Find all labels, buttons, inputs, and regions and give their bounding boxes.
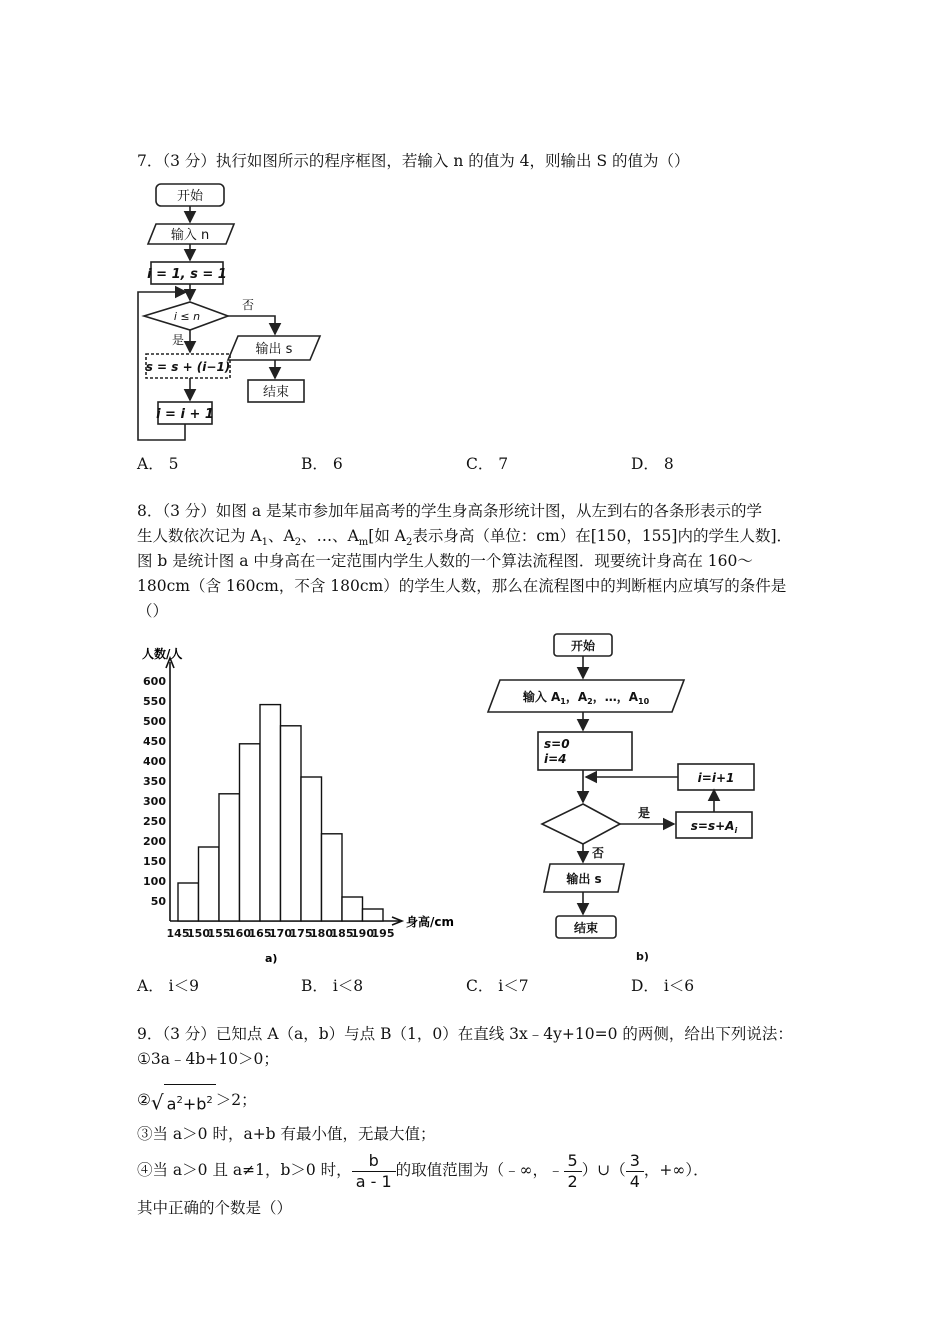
hist-xtick: 180 [310,927,333,940]
q7-option-b[interactable]: B． 6 [301,455,343,473]
hist-ytick: 150 [143,855,166,868]
q8-line3: 图 b 是统计图 a 中身高在一定范围内学生人数的一个算法流程图．现要统计身高在 160～ [137,552,753,570]
q7-no-label: 否 [242,298,255,312]
q7-start-label: 开始 [176,189,204,204]
q7-end-label: 结束 [262,385,290,400]
q7-option-c[interactable]: C． 7 [466,455,509,473]
q7-update-s-label: s = s + (i−1) [145,360,231,374]
hist-ytick: 450 [143,735,166,748]
hist-ytick: 350 [143,775,166,788]
hist-xlabel: 身高/cm [406,915,455,929]
hist-xtick: 145 [166,927,190,940]
hist-bar-190 [363,909,384,921]
hist-bar-155 [219,794,240,921]
hist-xtick: 155 [207,927,231,940]
q8-init-label-1: s=0 [544,737,570,751]
q8-decision [542,804,620,844]
q8-flow-caption: b) [636,950,649,963]
hist-ytick: 50 [150,895,166,908]
q9-statement-1: ①3a﹣4b+10＞0； [137,1050,279,1068]
q8-input-label: 输入 $A_1$，$A_2$，…，$A_{10}$ [522,690,650,706]
q7-update-i-label: i = i + 1 [156,407,214,422]
hist-bar-145 [178,883,199,921]
q8-yes-label: 是 [638,806,651,820]
hist-ytick: 100 [143,875,166,888]
hist-bar-160 [240,744,261,921]
hist-ylabel: 人数/人 [142,647,183,661]
q9-fraction-3-4: $\frac{3}{4}$ [626,1151,644,1192]
q8-option-c[interactable]: C． i＜7 [466,977,529,995]
q8-option-d[interactable]: D． i＜6 [631,977,695,995]
q7-cond-label: i ≤ n [173,310,201,323]
hist-xtick: 150 [187,927,210,940]
q7-yes-label: 是 [172,333,185,347]
q9-fraction-b: $\frac{b}{a - 1}$ [352,1151,396,1192]
hist-bar-180 [322,834,343,921]
q8-line4: 180cm（含 160cm，不含 180cm）的学生人数，那么在流程图中的判断框内应填写的条件是 [137,577,787,595]
q7-output-label: 输出 s [255,342,293,357]
q9-fraction-5-2: $\frac{5}{2}$ [564,1151,582,1192]
hist-bar-165 [260,705,281,921]
q8-line1: 8．（3 分）如图 a 是某市参加年届高考的学生身高条形统计图，从左到右的各条形表示的学 [137,502,762,520]
q9-sqrt: √ $a^2+b^2$ [151,1084,216,1118]
hist-xtick: 175 [289,927,313,940]
q8-no-label: 否 [592,846,605,860]
q9-statement-3: ③当 a＞0 时，a+b 有最小值，无最大值； [137,1125,436,1143]
hist-xtick: 190 [351,927,374,940]
hist-bar-170 [281,726,302,921]
q9-statement-2: ②√ $a^2+b^2 >2$； [137,1084,257,1118]
hist-xtick: 160 [228,927,251,940]
hist-ytick: 400 [143,755,166,768]
hist-xtick: 185 [330,927,354,940]
hist-bar-185 [342,897,363,921]
hist-ytick: 500 [143,715,166,728]
q8-init-label-2: i=4 [544,752,567,766]
hist-ytick: 550 [143,695,166,708]
q7-option-d[interactable]: D． 8 [631,455,674,473]
q8-end-label: 结束 [573,921,599,935]
q9-statement-4: ④当 a＞0 且 a≠1，b＞0 时， $\frac{b}{a - 1}$ 的取值范围为（﹣∞，﹣ $\frac{5}{2}$ ）∪（ $\frac{3}{4}$ ，+∞）． [137,1150,709,1191]
hist-ytick: 250 [143,815,166,828]
q7-option-a[interactable]: A． 5 [137,455,179,473]
q8-start-label: 开始 [570,639,596,653]
q8-flowchart [480,630,780,970]
q7-init-label: i = 1, s = 1 [147,267,227,282]
q7-stem: 7．（3 分）执行如图所示的程序框图，若输入 n 的值为 4，则输出 S 的值为（） [137,152,690,170]
q8-option-a[interactable]: A． i＜9 [137,977,199,995]
q8-line5: （） [137,602,169,620]
hist-ytick: 200 [143,835,166,848]
q8-inc-label: i=i+1 [697,771,735,785]
hist-xtick: 170 [269,927,292,940]
q8-output-label: 输出 s [566,872,602,886]
hist-xtick: 165 [248,927,272,940]
hist-bar-150 [199,847,220,921]
q9-stem: 9．（3 分）已知点 A（a，b）与点 B（1，0）在直线 3x﹣4y+10=0 的两侧，给出下列说法： [137,1025,793,1043]
hist-caption: a) [265,952,278,965]
q8-line2: 生人数依次记为 $A_1$、$A_2$、…、$A_m$[如 $A_2$表示身高（单位：cm）在[150，155]内的学生人数]． [137,527,793,549]
q9-question: 其中正确的个数是（） [137,1199,293,1217]
hist-xtick: 195 [371,927,395,940]
q7-input-label: 输入 n [170,228,210,243]
hist-bar-175 [301,777,322,921]
hist-ytick: 300 [143,795,166,808]
hist-ytick: 600 [143,675,166,688]
q8-acc-label: $s=s+A_i$ [690,819,738,835]
q8-option-b[interactable]: B． i＜8 [301,977,364,995]
q7-flowchart [130,178,340,450]
q8-histogram [130,638,475,968]
